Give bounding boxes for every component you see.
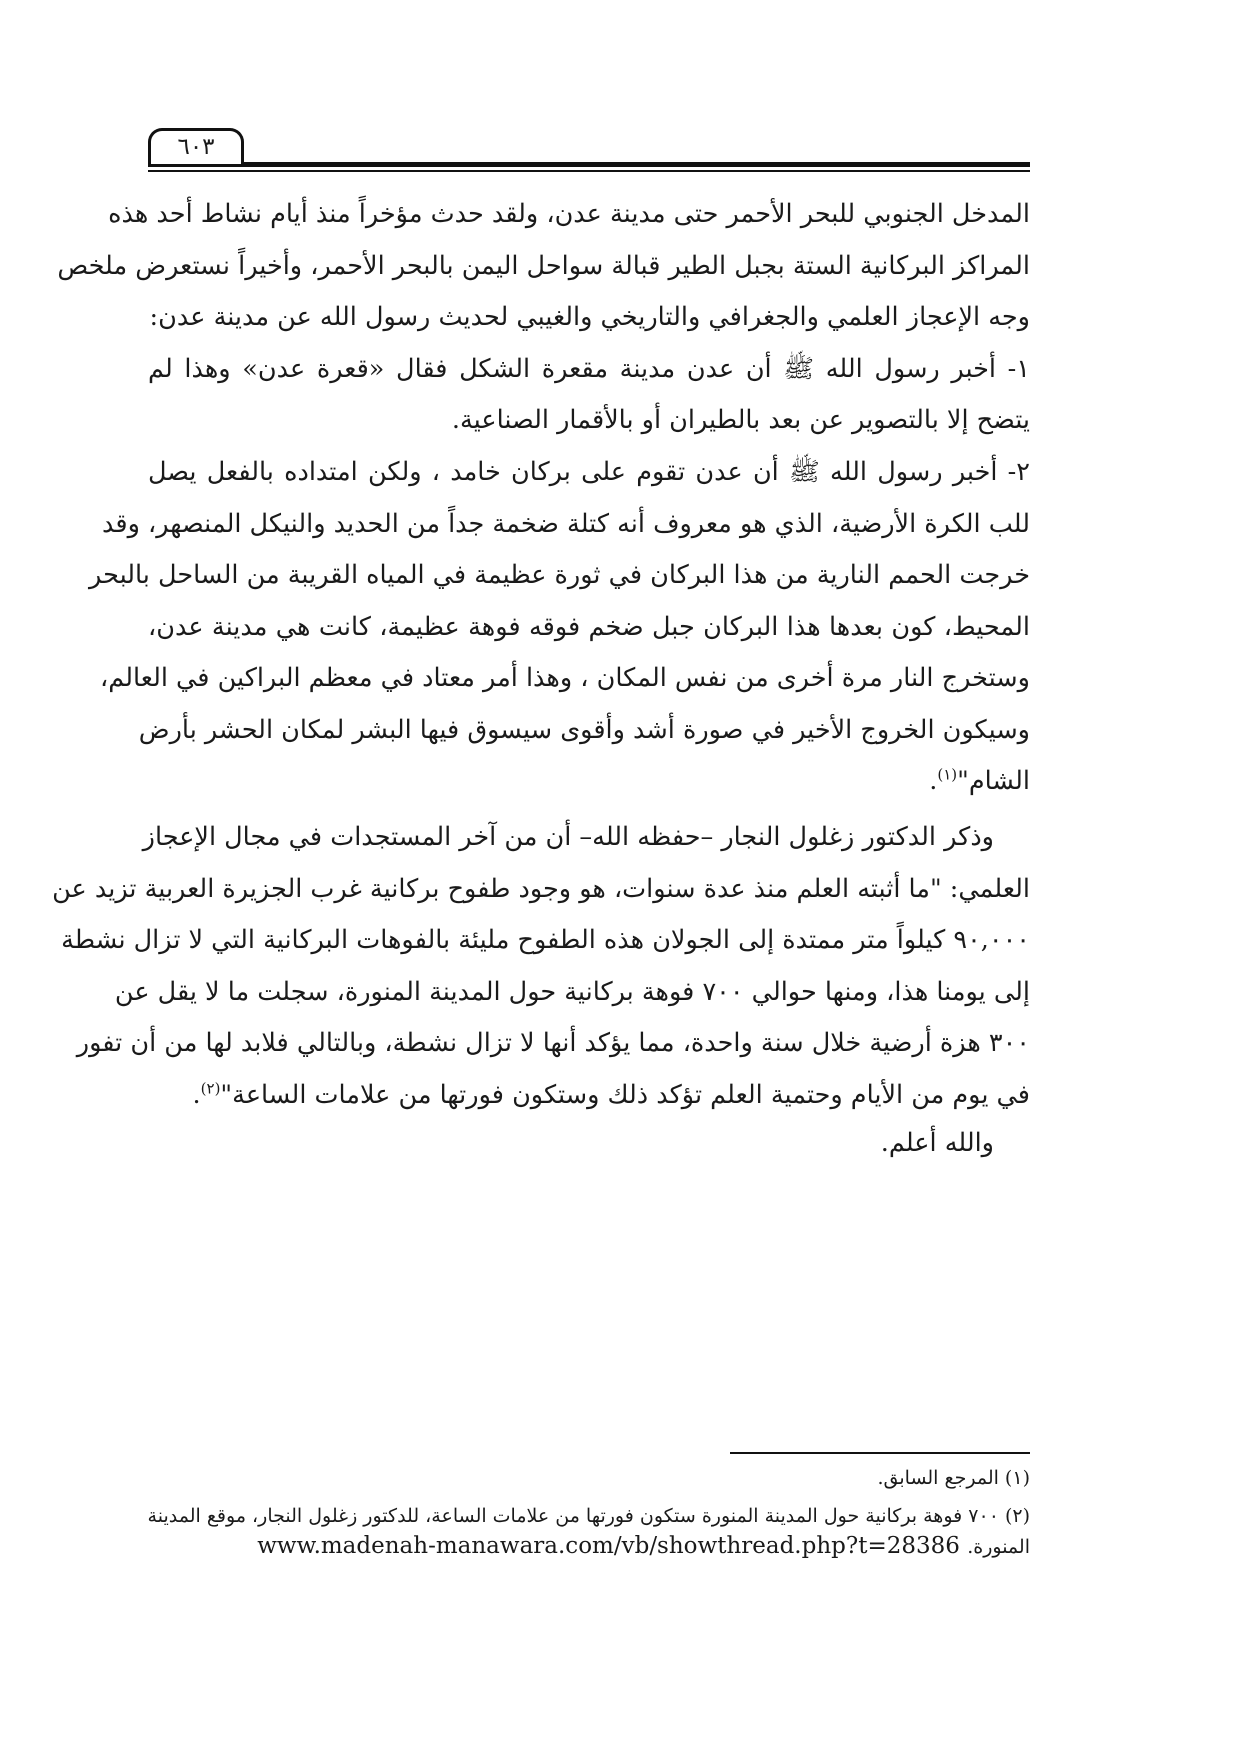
text-line: يتضح إلا بالتصوير عن بعد بالطيران أو بالأقمار الصناعية.	[451, 405, 1030, 435]
period: .	[192, 1080, 201, 1110]
footnote-url[interactable]: www.madenah-manawara.com/vb/showthread.php?t=28386	[257, 1533, 960, 1559]
footnote-2-continued	[148, 1532, 1030, 1561]
text-line: ١- أخبر رسول الله ﷺ أن عدن مدينة مقعرة الشكل فقال «قعرة عدن» وهذا لم	[148, 354, 1030, 384]
text-line: وجه الإعجاز العلمي والجغرافي والتاريخي والغيبي لحديث رسول الله عن مدينة عدن:	[149, 302, 1030, 332]
footnote-ref: (١)	[937, 765, 958, 784]
text-line: العلمي: "ما أثبته العلم منذ عدة سنوات، هو وجود طفوح بركانية غرب الجزيرة العربية تزيد عن	[52, 874, 1030, 904]
footnote-2-cont-text: المنورة.	[967, 1536, 1030, 1558]
page-number: ٦٠٣	[148, 128, 244, 164]
text-line: إلى يومنا هذا، ومنها حوالي ٧٠٠ فوهة بركانية حول المدينة المنورة، سجلت ما لا يقل عن	[114, 977, 1030, 1007]
text-line: المدخل الجنوبي للبحر الأحمر حتى مدينة عدن، ولقد حدث مؤخراً منذ أيام نشاط أحد هذه	[108, 199, 1030, 229]
text-line: وذكر الدكتور زغلول النجار –حفظه الله– أن من آخر المستجدات في مجال الإعجاز	[142, 822, 994, 852]
period: .	[929, 766, 938, 796]
header-rule-thick	[148, 162, 1030, 167]
footnote-2: (٢) ٧٠٠ فوهة بركانية حول المدينة المنورة ستكون فورتها من علامات الساعة، للدكتور زغلول النجار، موقع المدينة	[147, 1505, 1030, 1527]
body-text	[52, 198, 1030, 1159]
text-line-with-ref	[148, 765, 1030, 797]
text-line: للب الكرة الأرضية، الذي هو معروف أنه كتلة ضخمة جداً من الحديد والنيكل المنصهر، وقد	[102, 509, 1030, 539]
footnote-separator	[730, 1452, 1030, 1454]
header-rule-thin	[148, 170, 1030, 172]
text-line: المحيط، كون بعدها هذا البركان جبل ضخم فوقه فوهة عظيمة، كانت هي مدينة عدن،	[148, 612, 1030, 642]
footnotes	[148, 1466, 1030, 1561]
footnote-1: (١) المرجع السابق.	[877, 1467, 1030, 1489]
text-line: ٣٠٠ هزة أرضية خلال سنة واحدة، مما يؤكد أنها لا تزال نشطة، وبالتالي فلابد لها من أن تفور	[76, 1028, 1030, 1058]
text-line: ٩٠,٠٠٠ كيلواً متر ممتدة إلى الجولان هذه الطفوح مليئة بالفوهات البركانية التي لا تزال نشطة	[61, 925, 1030, 955]
text-line: وستخرج النار مرة أخرى من نفس المكان ، وهذا أمر معتاد في معظم البراكين في العالم،	[100, 663, 1030, 693]
text-line: وسيكون الخروج الأخير في صورة أشد وأقوى سيسوق فيها البشر لمكان الحشر بأرض	[138, 715, 1030, 745]
text-fragment: في يوم من الأيام وحتمية العلم تؤكد ذلك وستكون فورتها من علامات الساعة"	[220, 1080, 1030, 1110]
text-line: ٢- أخبر رسول الله ﷺ أن عدن تقوم على بركان خامد ، ولكن امتداده بالفعل يصل	[148, 457, 1030, 487]
text-line: المراكز البركانية الستة بجبل الطير قبالة سواحل اليمن بالبحر الأحمر، وأخيراً نستعرض ملخص	[57, 251, 1030, 281]
page-header	[148, 122, 1030, 172]
text-line-with-ref	[148, 1079, 1030, 1111]
text-fragment: الشام"	[957, 766, 1030, 796]
footnote-ref: (٢)	[200, 1079, 221, 1098]
text-line: والله أعلم.	[880, 1128, 994, 1158]
text-line: خرجت الحمم النارية من هذا البركان في ثورة عظيمة في المياه القريبة من الساحل بالبحر	[89, 560, 1030, 590]
